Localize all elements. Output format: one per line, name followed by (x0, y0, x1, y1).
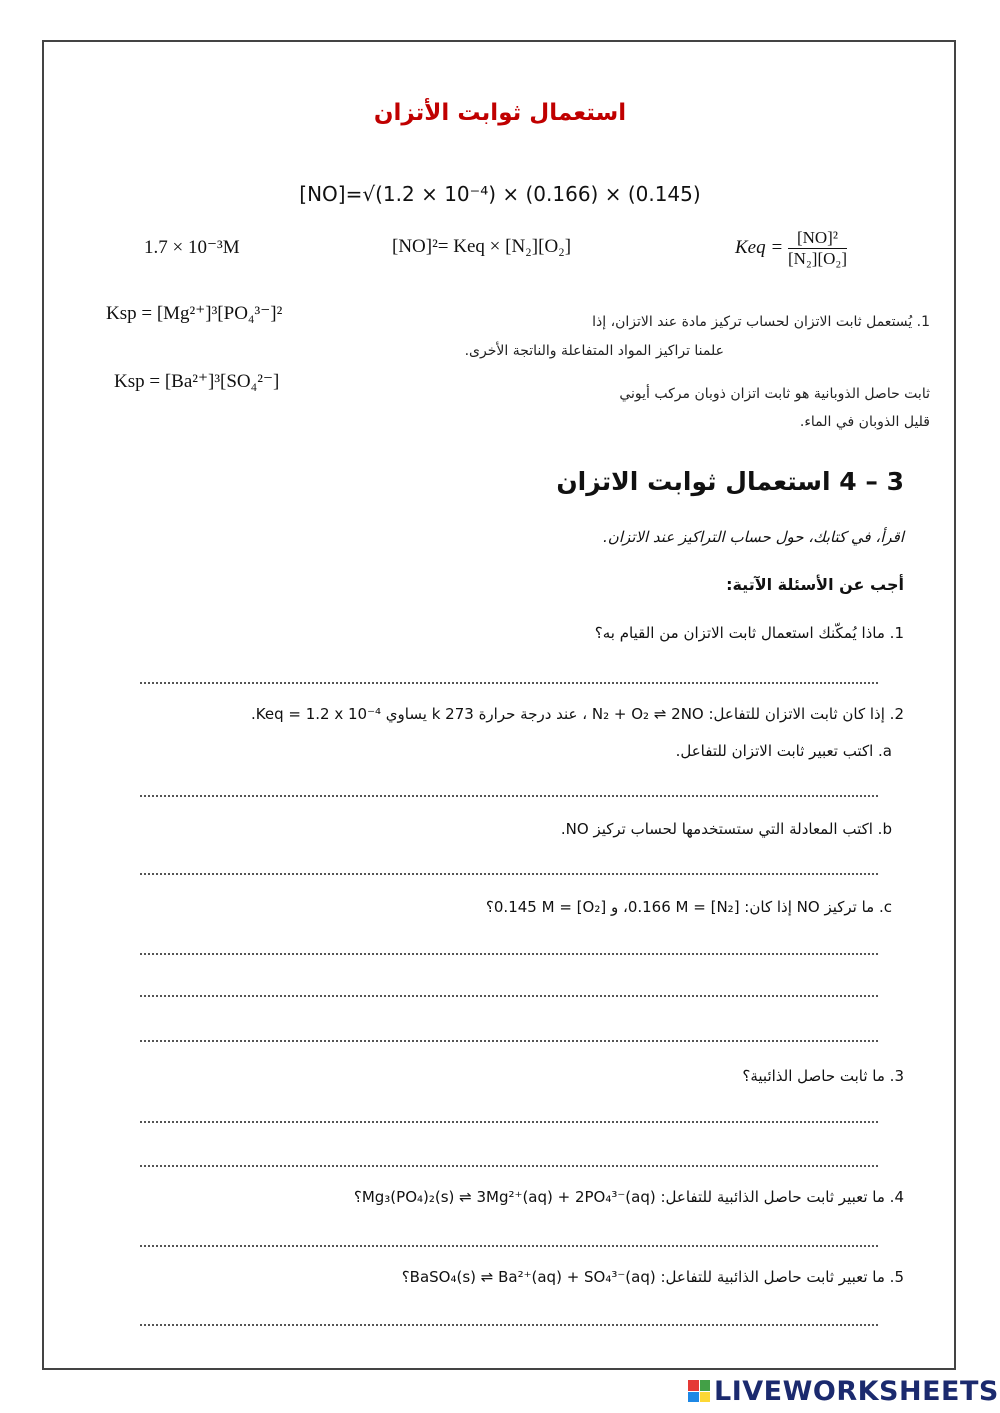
answer-1-line-2: علمنا تراكيز المواد المتفاعلة والناتجة الأخرى. (464, 343, 724, 359)
answer-line[interactable] (140, 1165, 878, 1167)
section-intro: اقرأ، في كتابك، حول حساب التراكيز عند الاتزان. (603, 528, 904, 546)
answer-line[interactable] (140, 873, 878, 875)
no-equation-answer: [NO]²= Keq × [N₂][O₂] (392, 236, 572, 257)
keq-label: Keq = (735, 236, 784, 258)
result-answer: 1.7 × 10⁻³M (144, 237, 240, 258)
page-title: استعمال ثوابت الأتزان (373, 100, 627, 126)
answer-line[interactable] (140, 795, 878, 797)
question-3: 3. ما ثابت حاصل الذائبية؟ (742, 1067, 904, 1085)
keq-denominator: [N₂][O₂] (787, 249, 847, 268)
answer-line[interactable] (140, 1040, 878, 1042)
question-2c: c. ما تركيز NO إذا كان: [N₂] = 0.166 M، و [O₂] = 0.145 M؟ (485, 898, 892, 916)
logo-text: LIVEWORKSHEETS (714, 1375, 999, 1407)
question-2b: b. اكتب المعادلة التي ستستخدمها لحساب تركيز NO. (560, 820, 892, 838)
answer-3-line-1: ثابت حاصل الذوبانية هو ثابت اتزان ذوبان مركب أيوني (619, 386, 930, 402)
ksp-ba-answer: Ksp = [Ba²⁺]³[SO₄²⁻] (114, 371, 280, 392)
answer-line[interactable] (140, 682, 878, 684)
answer-line[interactable] (140, 1245, 878, 1247)
question-1: 1. ماذا يُمكّنك استعمال ثابت الاتزان من القيام به؟ (594, 624, 904, 642)
question-4: 4. ما تعبير ثابت حاصل الذائبية للتفاعل: Mg₃(PO₄)₂(s) ⇌ 3Mg²⁺(aq) + 2PO₄³⁻(aq)؟ (353, 1188, 904, 1206)
answer-1-line-1: 1. يُستعمل ثابت الاتزان لحساب تركيز مادة عند الاتزان، إذا (592, 314, 930, 330)
ksp-mg-answer: Ksp = [Mg²⁺]³[PO₄³⁻]² (106, 303, 283, 324)
question-2a: a. اكتب تعبير ثابت الاتزان للتفاعل. (675, 742, 892, 760)
keq-expression-answer (735, 228, 847, 269)
answer-line[interactable] (140, 995, 878, 997)
answer-line[interactable] (140, 953, 878, 955)
logo-grid-icon (688, 1380, 710, 1402)
question-5: 5. ما تعبير ثابت حاصل الذائبية للتفاعل: BaSO₄(s) ⇌ Ba²⁺(aq) + SO₄³⁻(aq)؟ (401, 1268, 904, 1286)
liveworksheets-logo (688, 1374, 999, 1408)
answer-3-line-2: قليل الذوبان في الماء. (799, 414, 930, 430)
section-heading: 3 – 4 استعمال ثوابت الاتزان (556, 467, 904, 496)
answer-line[interactable] (140, 1121, 878, 1123)
answer-line[interactable] (140, 1324, 878, 1326)
section-instruction: أجب عن الأسئلة الآتية: (726, 575, 904, 594)
keq-fraction (788, 228, 847, 269)
keq-numerator: [NO]² (788, 228, 847, 249)
no-formula-answer: [NO]=√(1.2 × 10⁻⁴) × (0.166) × (0.145) (299, 182, 701, 206)
question-2: 2. إذا كان ثابت الاتزان للتفاعل: N₂ + O₂ ⇌ 2NO ، عند درجة حرارة 273 k يساوي Keq = 1.2 x 10⁻⁴. (251, 705, 904, 723)
